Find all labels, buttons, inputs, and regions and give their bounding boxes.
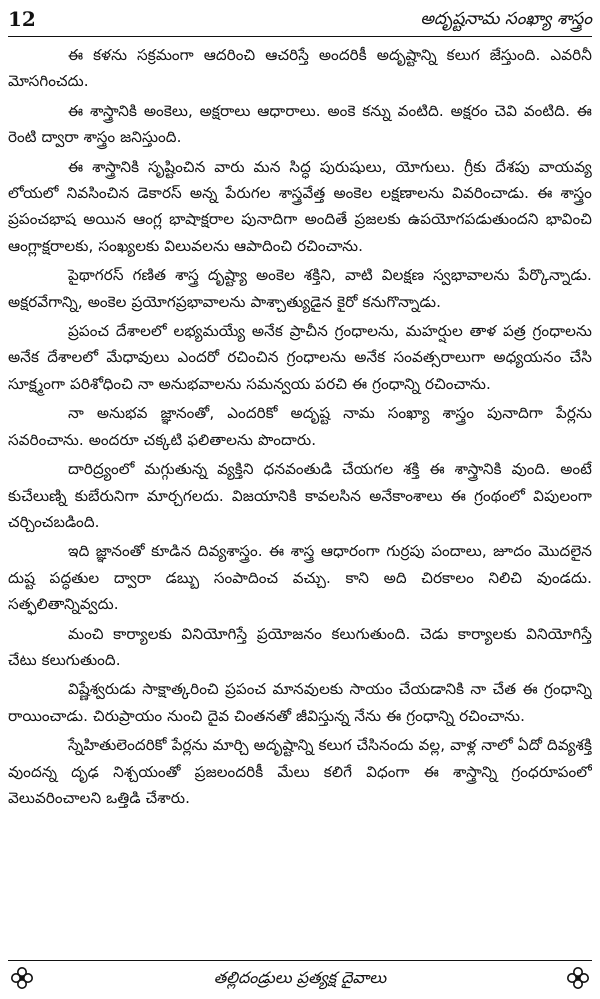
paragraph: ఈ శాస్త్రానికి అంకెలు, అక్షరాలు ఆధారాలు. అంకె కన్ను వంటిది. అక్షరం చెవి వంటిది. ఈ రెంటి ద్వారా శాస్త్రం జనిస్తుంది. [8,101,592,147]
footer-title: తల్లిదండ్రులు ప్రత్యక్ష దైవాలు [213,968,387,987]
paragraph: దారిద్ర్యంలో మగ్గుతున్న వ్యక్తిని ధనవంతుడి చేయగల శక్తి ఈ శాస్త్రానికి వుంది. అంటే కుచేలుణ్ని కుబేరునిగా మార్చగలదు. విజయానికి కావలసిన అనేకాంశాలు ఈ గ్రంథంలో విపులంగా చర్చించబడింది. [8,460,592,531]
paragraph: స్నేహితులెందరికో పేర్లను మార్చి అదృష్టాన్ని కలుగ చేసినందు వల్ల, వాళ్ల నాలో ఏదో దివ్యశక్తి వుందన్న దృఢ నిశ్చయంతో ప్రజలందరికీ మేలు కలిగే విధంగా ఈ శాస్త్రాన్ని గ్రంధరూపంలో వెలువరించాలని ఒత్తిడి చేశారు. [8,736,592,807]
paragraph: ఈ కళను సక్రమంగా ఆదరించి ఆచరిస్తే అందరికీ అదృష్టాన్ని కలుగ జేస్తుంది. ఎవరినీ మోసగించదు. [8,46,592,91]
running-title: అదృష్టనామ సంఖ్యా శాస్త్రం [420,9,592,29]
paragraph: పైథాగరస్ గణిత శాస్త్ర దృష్ట్యా అంకెల శక్తిని, వాటి విలక్షణ స్వభావాలను పేర్కొన్నాడు. అక్షరవేగాన్ని, అంకెల ప్రయోగప్రభావాలను పాశ్చాత్యుడైన కైరో కనుగొన్నాడు. [8,266,592,311]
header-rule [8,36,592,37]
paragraph: ప్రపంచ దేశాలలో లభ్యమయ్యే అనేక ప్రాచీన గ్రంధాలను, మహర్షుల తాళ పత్ర గ్రంధాలను అనేక దేశాలలో మేధావులు ఎందరో రచించిన గ్రంధాలను అనేక సంవత్సరాలుగా అధ్యయనం చేసి సూక్ష్మంగా పరిశోధించి నా అనుభవాలను సమన్వయ పరచి ఈ గ్రంధాన్ని రచించాను. [8,322,592,393]
flower-icon [566,966,590,990]
paragraph: మంచి కార్యాలకు వినియోగిస్తే ప్రయోజనం కలుగుతుంది. చెడు కార్యాలకు వినియోగిస్తే చేటు కలుగుతుంది. [8,624,592,669]
paragraph: నా అనుభవ జ్ఞానంతో, ఎందరికో అదృష్ట నామ సంఖ్యా శాస్త్రం పునాదిగా పేర్లను సవరించాను. అందరూ చక్కటి ఫలితాలను పొందారు. [8,404,592,449]
footer-rule [8,960,592,961]
page-footer [8,964,592,994]
paragraph: ఇది జ్ఞానంతో కూడిన దివ్యశాస్త్రం. ఈ శాస్త్ర ఆధారంగా గుర్రపు పందాలు, జూదం మొదలైన దుష్ట పద్ధతుల ద్వారా డబ్బు సంపాదించ వచ్చు. కాని అది చిరకాలం నిలిచి వుండదు. సత్ఫలితాన్నివ్వదు. [8,542,592,614]
paragraph: విష్ణేశ్వరుడు సాక్షాత్కరించి ప్రపంచ మానవులకు సాయం చేయడానికి నా చేత ఈ గ్రంధాన్ని రాయించాడు. చిరుప్రాయం నుంచి దైవ చింతనతో జీవిస్తున్న నేను ఈ గ్రంధాన్ని రచించాను. [8,680,592,725]
page-body [8,42,592,942]
page-header [8,6,592,36]
page-number: 12 [8,7,36,31]
paragraph: ఈ శాస్త్రానికి సృష్టించిన వారు మన సిద్ధ పురుషులు, యోగులు. గ్రీకు దేశపు వాయవ్య లోయలో నివసించిన డెకారస్ అన్న పేరుగల శాస్త్రవేత్త అంకెల లక్షణాలను వివరించాడు. ఈ శాస్త్రం ప్రపంచభాష అయిన ఆంగ్ల భాషాక్షరాల పునాదిగా అందితే ప్రజలకు ఉపయోగపడుతుందని భావించి ఆంగ్లాక్షరాలకు, సంఖ్యలకు విలువలను ఆపాదించి రచించాను. [8,157,592,255]
